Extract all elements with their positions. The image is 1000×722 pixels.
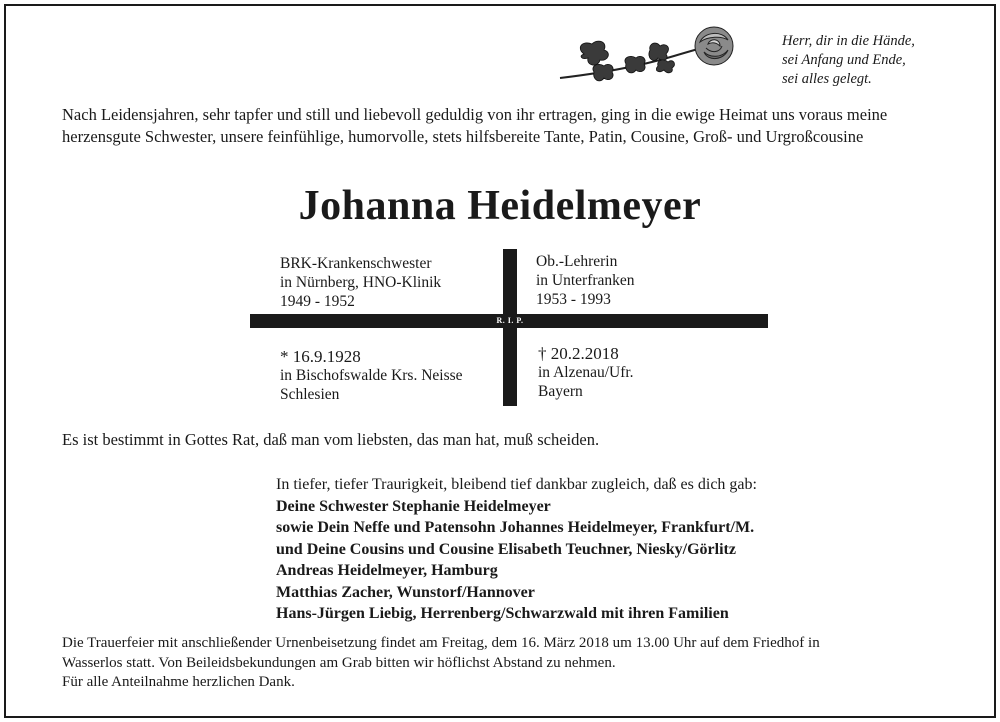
birth-region: Schlesien xyxy=(280,386,340,403)
mourner-line: sowie Dein Neffe und Patensohn Johannes Heidelmeyer, Frankfurt/M. xyxy=(276,519,755,536)
mourner-line: Deine Schwester Stephanie Heidelmeyer xyxy=(276,497,551,515)
career-nurse xyxy=(280,254,441,311)
birth-date: * 16.9.1928 xyxy=(280,347,361,366)
mourner-line: und Deine Cousins und Cousine Elisabeth Teuchner, Niesky/Görlitz xyxy=(276,540,736,558)
birth-place: in Bischofswalde Krs. Neisse xyxy=(280,367,463,384)
verse-text: Es ist bestimmt in Gottes Rat, daß man vom liebsten, das man hat, muß scheiden. xyxy=(62,430,600,449)
rip-label: R. I. P. xyxy=(496,316,524,325)
quote-line: sei alles gelegt. xyxy=(782,71,872,87)
death-info xyxy=(538,344,634,401)
quote-line: sei Anfang und Ende, xyxy=(782,52,906,68)
intro-text: Nach Leidensjahren, sehr tapfer und still und liebevoll geduldig von ihr ertragen, ging in die ewige Heimat uns voraus meine herzensgute Schwester, unsere feinfühlige, humorvolle, stets hilfsbereite Tante, Patin, Cousine, Groß- und Urgroßcousine xyxy=(62,105,888,146)
career-line: Ob.-Lehrerin xyxy=(536,253,618,270)
mourner-line: Andreas Heidelmeyer, Hamburg xyxy=(276,562,498,579)
career-line: 1949 - 1952 xyxy=(280,293,355,310)
footer-line: Für alle Anteilnahme herzlichen Dank. xyxy=(62,674,295,690)
career-line: BRK-Krankenschwester xyxy=(280,255,432,272)
deceased-name: Johanna Heidelmeyer xyxy=(298,183,702,229)
obituary-notice xyxy=(4,4,996,718)
death-date: † 20.2.2018 xyxy=(538,344,619,363)
funeral-notice xyxy=(62,634,962,693)
birth-info xyxy=(280,347,463,404)
mourners-lead: In tiefer, tiefer Traurigkeit, bleibend tief dankbar zugleich, daß es dich gab: xyxy=(276,476,757,493)
death-region: Bayern xyxy=(538,383,583,400)
career-line: in Nürnberg, HNO-Klinik xyxy=(280,274,442,291)
footer-line: Wasserlos statt. Von Beileidsbekundungen am Grab bitten wir höflichst Abstand zu nehmen. xyxy=(62,654,616,671)
footer-line: Die Trauerfeier mit anschließender Urnenbeisetzung findet am Freitag, dem 16. März 2018 um 13.00 Uhr auf dem Friedhof in xyxy=(62,635,820,651)
career-teacher xyxy=(536,252,635,309)
death-place: in Alzenau/Ufr. xyxy=(538,364,634,381)
mourner-line: Matthias Zacher, Wunstorf/Hannover xyxy=(276,583,535,601)
mourners-block xyxy=(276,474,757,625)
career-line: in Unterfranken xyxy=(536,272,635,289)
quote-block xyxy=(782,32,915,89)
mourner-line: Hans-Jürgen Liebig, Herrenberg/Schwarzwald mit ihren Familien xyxy=(276,605,729,622)
quote-line: Herr, dir in die Hände, xyxy=(782,33,915,49)
career-line: 1953 - 1993 xyxy=(536,291,611,308)
rose-icon xyxy=(554,26,744,88)
